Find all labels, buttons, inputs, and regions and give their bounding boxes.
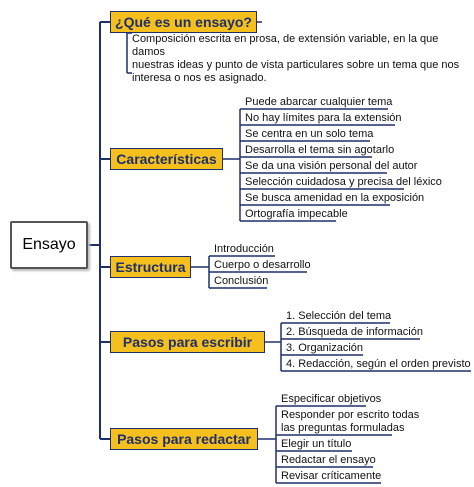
branch-pasos-para-redactar: Pasos para redactar bbox=[110, 428, 258, 450]
item-line: Especificar objetivos bbox=[281, 393, 382, 405]
paso-redactar-item bbox=[281, 438, 351, 451]
estructura-item: Cuerpo o desarrollo bbox=[214, 259, 311, 271]
caracteristica-item: Puede abarcar cualquier tema bbox=[245, 96, 393, 108]
item-line: Elegir un título bbox=[281, 438, 352, 450]
item-line: Redactar el ensayo bbox=[281, 454, 376, 466]
que-es-description bbox=[132, 33, 467, 85]
paso-escribir-item: 4. Redacción, según el orden previsto bbox=[286, 358, 471, 370]
paso-redactar-item bbox=[281, 409, 419, 435]
caracteristica-item: Se da una visión personal del autor bbox=[245, 160, 418, 172]
caracteristica-item: Ortografía impecable bbox=[245, 208, 348, 220]
caracteristica-item: Se centra en un solo tema bbox=[245, 128, 374, 140]
caracteristica-item: No hay límites para la extensión bbox=[245, 112, 402, 124]
item-line: las preguntas formuladas bbox=[281, 422, 405, 434]
paso-redactar-item bbox=[281, 393, 381, 406]
item-line: Revisar críticamente bbox=[281, 470, 382, 482]
paso-escribir-item: 2. Búsqueda de información bbox=[286, 326, 423, 338]
estructura-item: Introducción bbox=[214, 243, 274, 255]
item-line: Responder por escrito todas bbox=[281, 409, 420, 421]
description-line: interesa o nos es asignado. bbox=[132, 72, 267, 84]
branch-pasos-para-escribir: Pasos para escribir bbox=[110, 331, 265, 353]
branch-caracteristicas: Características bbox=[110, 148, 223, 170]
caracteristica-item: Selección cuidadosa y precisa del léxico bbox=[245, 176, 442, 188]
caracteristica-item: Desarrolla el tema sin agotarlo bbox=[245, 144, 395, 156]
paso-escribir-item: 3. Organización bbox=[286, 342, 364, 354]
branch-estructura: Estructura bbox=[110, 256, 191, 278]
caracteristica-item: Se busca amenidad en la exposición bbox=[245, 192, 425, 204]
description-line: nuestras ideas y punto de vista particulares sobre un tema que nos bbox=[132, 59, 460, 71]
root-node-ensayo: Ensayo bbox=[10, 221, 88, 269]
estructura-item: Conclusión bbox=[214, 275, 269, 287]
paso-redactar-item bbox=[281, 470, 381, 483]
paso-escribir-item: 1. Selección del tema bbox=[286, 310, 392, 322]
branch-que-es-un-ensayo: ¿Qué es un ensayo? bbox=[110, 11, 257, 33]
paso-redactar-item bbox=[281, 454, 376, 467]
description-line: Composición escrita en prosa, de extensión variable, en la que damos bbox=[132, 33, 439, 58]
